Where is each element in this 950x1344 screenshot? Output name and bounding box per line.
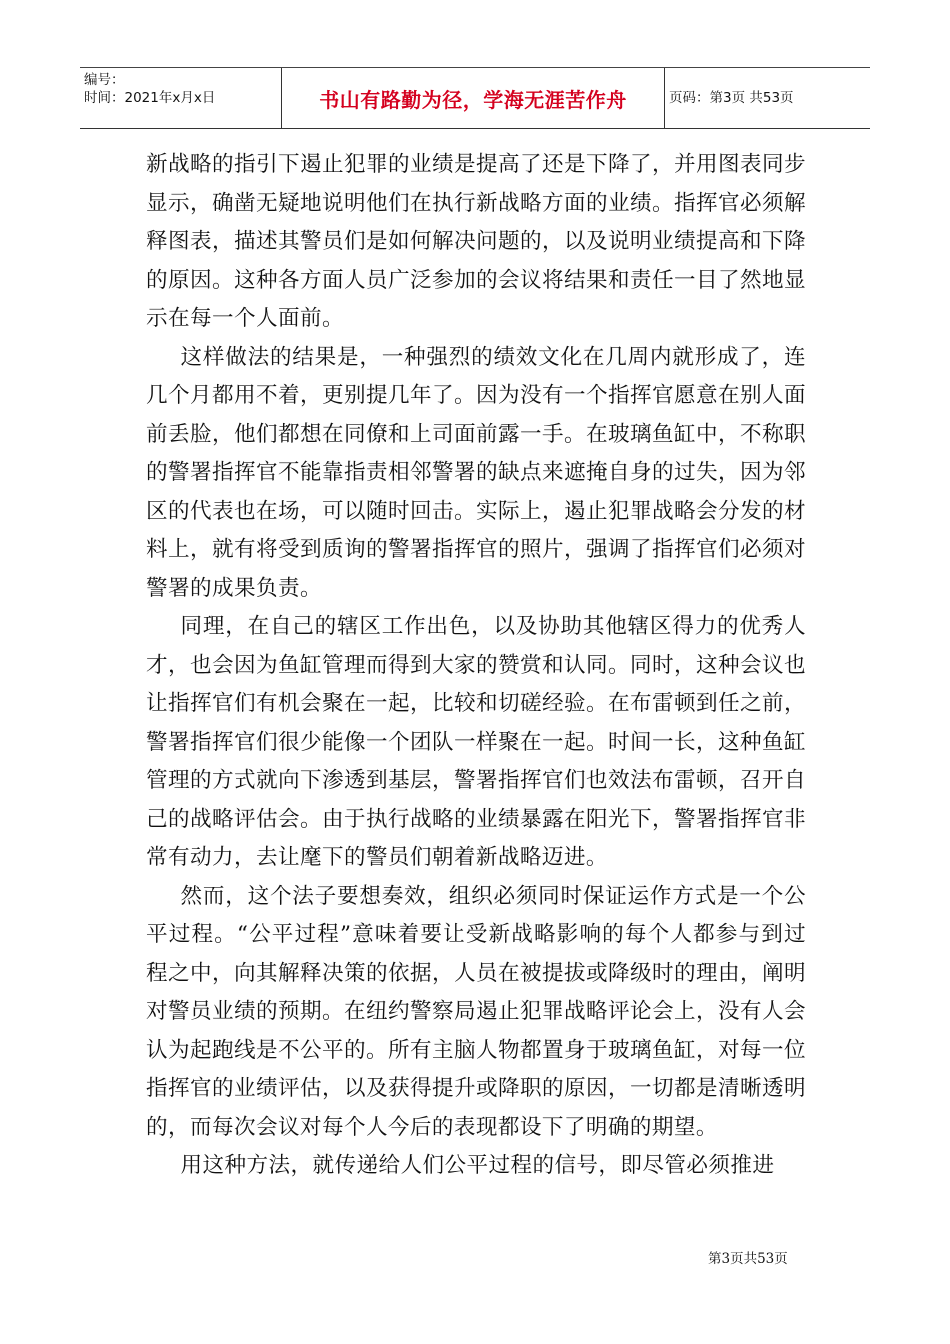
header-motto: 书山有路勤为径，学海无涯苦作舟 — [319, 87, 627, 112]
header-meta-cell — [80, 68, 282, 128]
header-page-number: 页码：第3页 共53页 — [669, 90, 794, 106]
page-header — [80, 67, 870, 129]
paragraph: 这样做法的结果是，一种强烈的绩效文化在几周内就形成了，连几个月都用不着，更别提几年了。因为没有一个指挥官愿意在别人面前丢脸，他们都想在同僚和上司面前露一手。在玻璃鱼缸中，不称职的警署指挥官不能靠指责相邻警署的缺点来遮掩自身的过失，因为邻区的代表也在场，可以随时回击。实际上，遏止犯罪战略会分发的材料上，就有将受到质询的警署指挥官的照片，强调了指挥官们必须对警署的成果负责。 — [146, 344, 806, 601]
document-body — [146, 146, 806, 1186]
paragraph: 然而，这个法子要想奏效，组织必须同时保证运作方式是一个公平过程。“公平过程”意味着要让受新战略影响的每个人都参与到过程之中，向其解释决策的依据，人员在被提拔或降级时的理由，阐明对警员业绩的预期。在纽约警察局遏止犯罪战略评论会上，没有人会认为起跑线是不公平的。所有主脑人物都置身于玻璃鱼缸，对每一位指挥官的业绩评估，以及获得提升或降职的原因，一切都是清晰透明的，而每次会议对每个人今后的表现都设下了明确的期望。 — [146, 883, 806, 1140]
header-motto-cell — [282, 68, 665, 128]
footer-page-number: 第3页共53页 — [708, 1251, 788, 1267]
paragraph: 同理，在自己的辖区工作出色，以及协助其他辖区得力的优秀人才，也会因为鱼缸管理而得到大家的赞赏和认同。同时，这种会议也让指挥官们有机会聚在一起，比较和切磋经验。在布雷顿到任之前，警署指挥官们很少能像一个团队一样聚在一起。时间一长，这种鱼缸管理的方式就向下渗透到基层，警署指挥官们也效法布雷顿，召开自己的战略评估会。由于执行战略的业绩暴露在阳光下，警署指挥官非常有动力，去让麾下的警员们朝着新战略迈进。 — [146, 614, 806, 870]
paragraph: 新战略的指引下遏止犯罪的业绩是提高了还是下降了，并用图表同步显示，确凿无疑地说明他们在执行新战略方面的业绩。指挥官必须解释图表，描述其警员们是如何解决问题的，以及说明业绩提高和下降的原因。这种各方面人员广泛参加的会议将结果和责任一目了然地显示在每一个人面前。 — [146, 152, 806, 331]
header-page-cell — [665, 68, 870, 128]
document-number-label: 编号： — [84, 72, 125, 88]
paragraph: 用这种方法，就传递给人们公平过程的信号，即尽管必须推进 — [180, 1153, 775, 1178]
document-time-label: 时间：2021年x月x日 — [84, 90, 216, 106]
